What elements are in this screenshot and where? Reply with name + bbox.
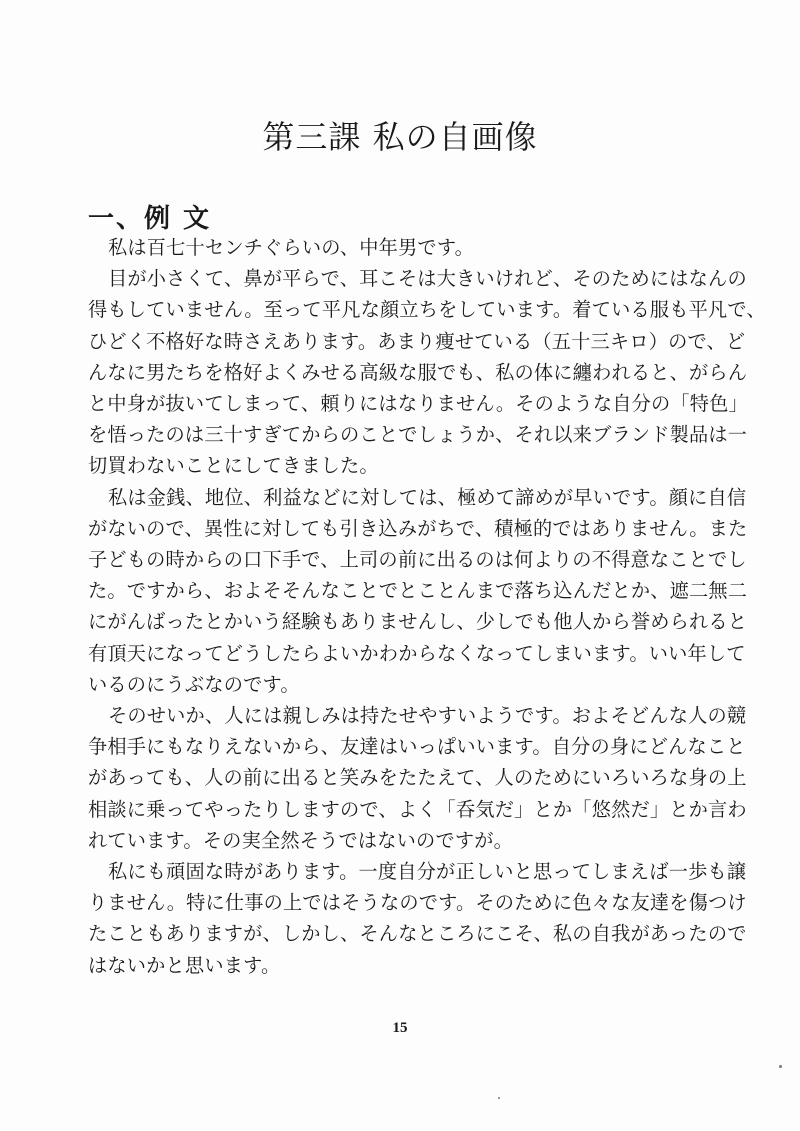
paragraph-line: と中身が抜いてしまって、頼りにはなりません。そのような自分の「特色」 [88,392,748,416]
scan-speck [779,1065,782,1068]
paragraph-line: ひどく不格好な時さえあります。あまり痩せている（五十三キロ）ので、ど [88,329,746,353]
paragraph-line: そのせいか、人には親しみは持たせやすいようです。およそどんな人の競 [108,704,747,728]
paragraph-line: がないので、異性に対しても引き込みがちで、積極的ではありません。また [88,516,748,540]
paragraph-line: 目が小さくて、鼻が平らで、耳こそは大きいけれど、そのためにはなんの [108,267,747,291]
paragraph-line: 相談に乗ってやったりしますので、よく「呑気だ」とか「悠然だ」とか言わ [88,797,747,821]
paragraph-line: たこともありますが、しかし、そんなところにこそ、私の自我があったので [88,922,747,946]
paragraph-line: 私は百七十センチぐらいの、中年男です。 [108,236,475,259]
page-title: 第三課 私の自画像 [262,118,538,156]
paragraph-line: 子どもの時からの口下手で、上司の前に出るのは何よりの不得意なことでし [88,548,747,572]
paragraph-line: 切買わないことにしてきました。 [88,454,379,478]
scan-speck [498,1097,500,1099]
paragraph-line: た。ですから、およそそんなことでとことんまで落ち込んだとか、遮二無二 [88,579,748,603]
paragraph-line: れています。その実全然そうではないのですが。 [88,828,513,852]
paragraph-line: んなに男たちを格好よくみせる高級な服でも、私の体に纏われると、がらん [88,360,748,384]
paragraph-line: を悟ったのは三十すぎてからのことでしょうか、それ以来ブランド製品は一 [88,423,748,447]
paragraph-line: 私にも頑固な時があります。一度自分が正しいと思ってしまえば一歩も譲 [108,860,747,884]
paragraph-line: りません。特に仕事の上ではそうなのです。そのために色々な友達を傷つけ [88,891,747,915]
paragraph-line: 私は金銭、地位、利益などに対しては、極めて諦めが早いです。顔に自信 [108,485,747,509]
paragraph-line: 争相手にもなりえないから、友達はいっぱいいます。自分の身にどんなこと [88,735,746,759]
paragraph-line: 有頂天になってどうしたらよいかわからなくなってしまいます。いい年して [88,641,746,665]
paragraph-line: はないかと思います。 [88,953,281,977]
paragraph-line: があっても、人の前に出ると笑みをたたえて、人のためにいろいろな身の上 [88,766,747,790]
page-number: 15 [392,1020,408,1036]
paragraph-line: いるのにうぶなのです。 [88,672,300,696]
section-heading: 一、例 文 [88,204,212,234]
paragraph-line: 得もしていません。至って平凡な顔立ちをしています。着ている服も平凡で、 [88,298,766,322]
body-text [88,232,766,981]
paragraph-line: にがんばったとかいう経験もありませんし、少しでも他人から誉められると [88,610,748,634]
